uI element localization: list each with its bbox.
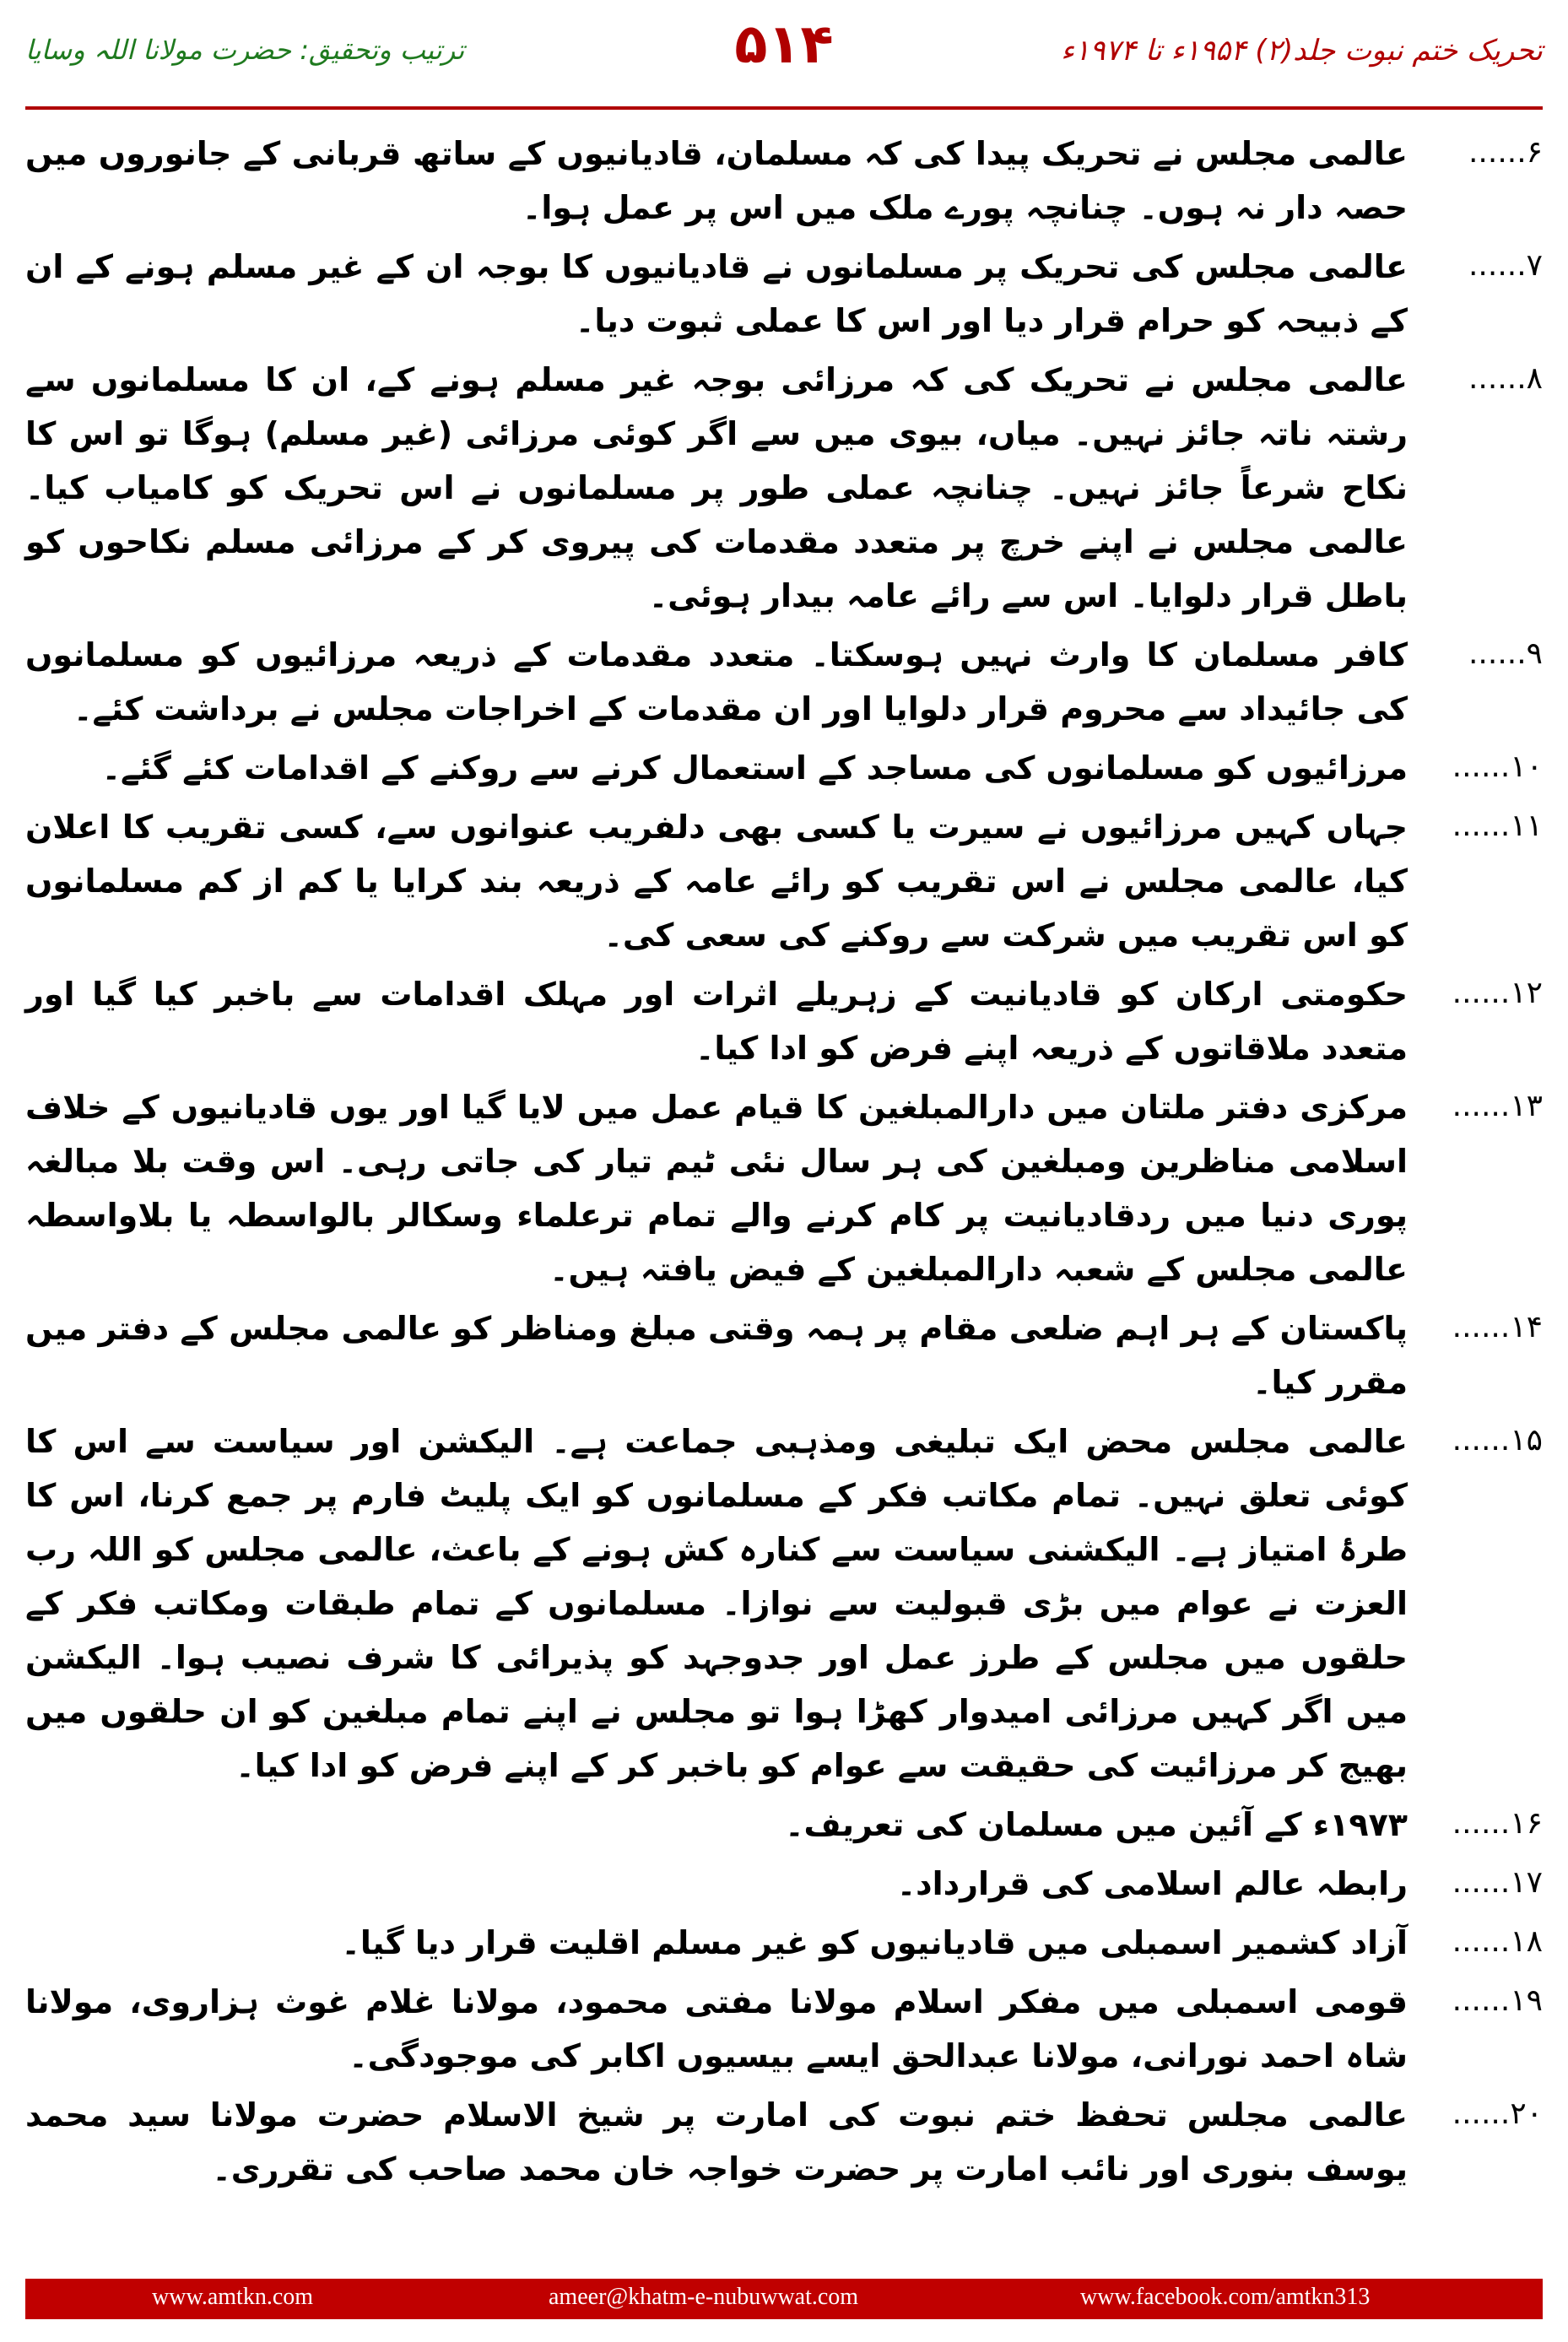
email-link[interactable]: ameer@khatm-e-nubuwwat.com xyxy=(549,2284,859,2310)
list-item xyxy=(25,240,1543,348)
item-number: ۱۵...... xyxy=(1452,1423,1543,1458)
page-number: ۵۱۴ xyxy=(734,14,834,76)
item-number: ۱۲...... xyxy=(1452,976,1543,1010)
list-item xyxy=(25,1080,1543,1296)
item-number: ۹...... xyxy=(1468,636,1543,671)
item-text: کافر مسلمان کا وارث نہیں ہوسکتا۔ متعدد مقدمات کے ذریعہ مرزائیوں کو مسلمانوں کی جائیداد سے محروم قرار دلوایا اور ان مقدمات کے اخراجات مجلس نے برداشت کئے۔ xyxy=(25,636,1408,727)
item-number: ۱۴...... xyxy=(1452,1310,1543,1344)
list-item xyxy=(25,628,1543,736)
item-text: عالمی مجلس نے تحریک پیدا کی کہ مسلمان، قادیانیوں کے ساتھ قربانی کے جانوروں میں حصہ دار نہ ہوں۔ چنانچہ پورے ملک میں اس پر عمل ہوا۔ xyxy=(25,135,1408,226)
list-item xyxy=(25,353,1543,623)
item-number: ۸...... xyxy=(1468,361,1543,396)
item-number: ۲۰...... xyxy=(1452,2096,1543,2131)
item-text: ۱۹۷۳ء کے آئین میں مسلمان کی تعریف۔ xyxy=(785,1806,1408,1843)
item-number: ۶...... xyxy=(1468,135,1543,170)
item-number: ۱۳...... xyxy=(1452,1089,1543,1123)
compiler-credit: ترتیب وتحقیق: حضرت مولانا اللہ وسایا xyxy=(25,34,465,66)
list-item xyxy=(25,1798,1543,1852)
list-item xyxy=(25,127,1543,235)
website-link[interactable]: www.amtkn.com xyxy=(152,2284,314,2310)
item-text: پاکستان کے ہر اہم ضلعی مقام پر ہمہ وقتی مبلغ ومناظر کو عالمی مجلس کے دفتر میں مقرر کیا۔ xyxy=(25,1310,1408,1401)
item-text: عالمی مجلس محض ایک تبلیغی ومذہبی جماعت ہے۔ الیکشن اور سیاست سے اس کا کوئی تعلق نہیں۔ تمام مکاتب فکر کے مسلمانوں کو ایک پلیٹ فارم پر جمع کرنا، اس کا طرۂ امتیاز ہے۔ الیکشنی سیاست سے کنارہ کش ہونے کے باعث، عالمی مجلس کو اللہ رب العزت نے عوام میں بڑی قبولیت سے نوازا۔ مسلمانوں کے تمام طبقات ومکاتب فکر کے حلقوں میں مجلس کے طرز عمل اور جدوجہد کو پذیرائی کا شرف نصیب ہوا۔ الیکشن میں اگر کہیں مرزائی امیدوار کھڑا ہوا تو مجلس نے اپنے تمام مبلغین کو ان حلقوں میں بھیج کر مرزائیت کی حقیقت سے عوام کو باخبر کر کے اپنے فرض کو ادا کیا۔ xyxy=(25,1423,1408,1784)
list-item xyxy=(25,1301,1543,1409)
item-text: عالمی مجلس نے تحریک کی کہ مرزائی بوجہ غیر مسلم ہونے کے، ان کا مسلمانوں سے رشتہ ناتہ جائز نہیں۔ میاں، بیوی میں سے اگر کوئی مرزائی (غیر مسلم) ہوگا تو اس کا نکاح شرعاً جائز نہیں۔ چنانچہ عملی طور پر مسلمانوں نے اس تحریک کو کامیاب کیا۔ عالمی مجلس نے اپنے خرچ پر متعدد مقدمات کی پیروی کر کے مرزائی مسلم نکاحوں کو باطل قرار دلوایا۔ اس سے رائے عامہ بیدار ہوئی۔ xyxy=(25,361,1408,614)
list-item xyxy=(25,1975,1543,2083)
item-text: جہاں کہیں مرزائیوں نے سیرت یا کسی بھی دلفریب عنوانوں سے، کسی تقریب کا اعلان کیا، عالمی مجلس نے اس تقریب کو رائے عامہ کے ذریعہ بند کرایا یا کم از کم مسلمانوں کو اس تقریب میں شرکت سے روکنے کی سعی کی۔ xyxy=(25,809,1408,954)
page-header xyxy=(25,8,1543,101)
item-number: ۱۸...... xyxy=(1452,1924,1543,1959)
item-text: مرکزی دفتر ملتان میں دارالمبلغین کا قیام عمل میں لایا گیا اور یوں قادیانیوں کے خلاف اسلامی مناظرین ومبلغین کی ہر سال نئی ٹیم تیار کی جاتی رہی۔ اس وقت بلا مبالغہ پوری دنیا میں ردقادیانیت پر کام کرنے والے تمام ترعلماء وسکالر بالواسطہ یا بلاواسطہ عالمی مجلس کے شعبہ دارالمبلغین کے فیض یافتہ ہیں۔ xyxy=(25,1089,1408,1288)
list-item xyxy=(25,1916,1543,1970)
item-number: ۱۰...... xyxy=(1452,749,1543,784)
list-item xyxy=(25,1857,1543,1911)
list-item xyxy=(25,741,1543,795)
item-number: ۱۷...... xyxy=(1452,1865,1543,1900)
list-item xyxy=(25,2088,1543,2196)
item-text: رابطہ عالم اسلامی کی قرارداد۔ xyxy=(896,1865,1408,1902)
list-item xyxy=(25,800,1543,962)
item-number: ۱۹...... xyxy=(1452,1983,1543,2018)
page-content xyxy=(25,127,1543,2211)
item-text: حکومتی ارکان کو قادیانیت کے زہریلے اثرات اور مہلک اقدامات سے باخبر کیا گیا اور متعدد ملاقاتوں کے ذریعہ اپنے فرض کو ادا کیا۔ xyxy=(25,976,1408,1067)
list-item xyxy=(25,967,1543,1075)
page-footer xyxy=(25,2279,1543,2319)
item-number: ۷...... xyxy=(1468,248,1543,283)
item-text: عالمی مجلس تحفظ ختم نبوت کی امارت پر شیخ الاسلام حضرت مولانا سید محمد یوسف بنوری اور نائب امارت پر حضرت خواجہ خان محمد صاحب کی تقرری۔ xyxy=(25,2096,1408,2188)
header-divider xyxy=(25,106,1543,110)
item-text: آزاد کشمیر اسمبلی میں قادیانیوں کو غیر مسلم اقلیت قرار دیا گیا۔ xyxy=(341,1924,1408,1961)
item-text: قومی اسمبلی میں مفکر اسلام مولانا مفتی محمود، مولانا غلام غوث ہزاروی، مولانا شاہ احمد نورانی، مولانا عبدالحق ایسے بیسیوں اکابر کی موجودگی۔ xyxy=(25,1983,1408,2074)
item-number: ۱۱...... xyxy=(1452,809,1543,843)
list-item xyxy=(25,1414,1543,1793)
facebook-link[interactable]: www.facebook.com/amtkn313 xyxy=(1080,2284,1371,2310)
item-text: عالمی مجلس کی تحریک پر مسلمانوں نے قادیانیوں کا بوجہ ان کے غیر مسلم ہونے کے ان کے ذبیحہ کو حرام قرار دیا اور اس کا عملی ثبوت دیا۔ xyxy=(25,248,1408,339)
book-title: تحریک ختم نبوت جلد(۲) ۱۹۵۴ء تا ۱۹۷۴ء xyxy=(1061,34,1543,68)
item-text: مرزائیوں کو مسلمانوں کی مساجد کے استعمال کرنے سے روکنے کے اقدامات کئے گئے۔ xyxy=(101,749,1408,787)
item-number: ۱۶...... xyxy=(1452,1806,1543,1841)
